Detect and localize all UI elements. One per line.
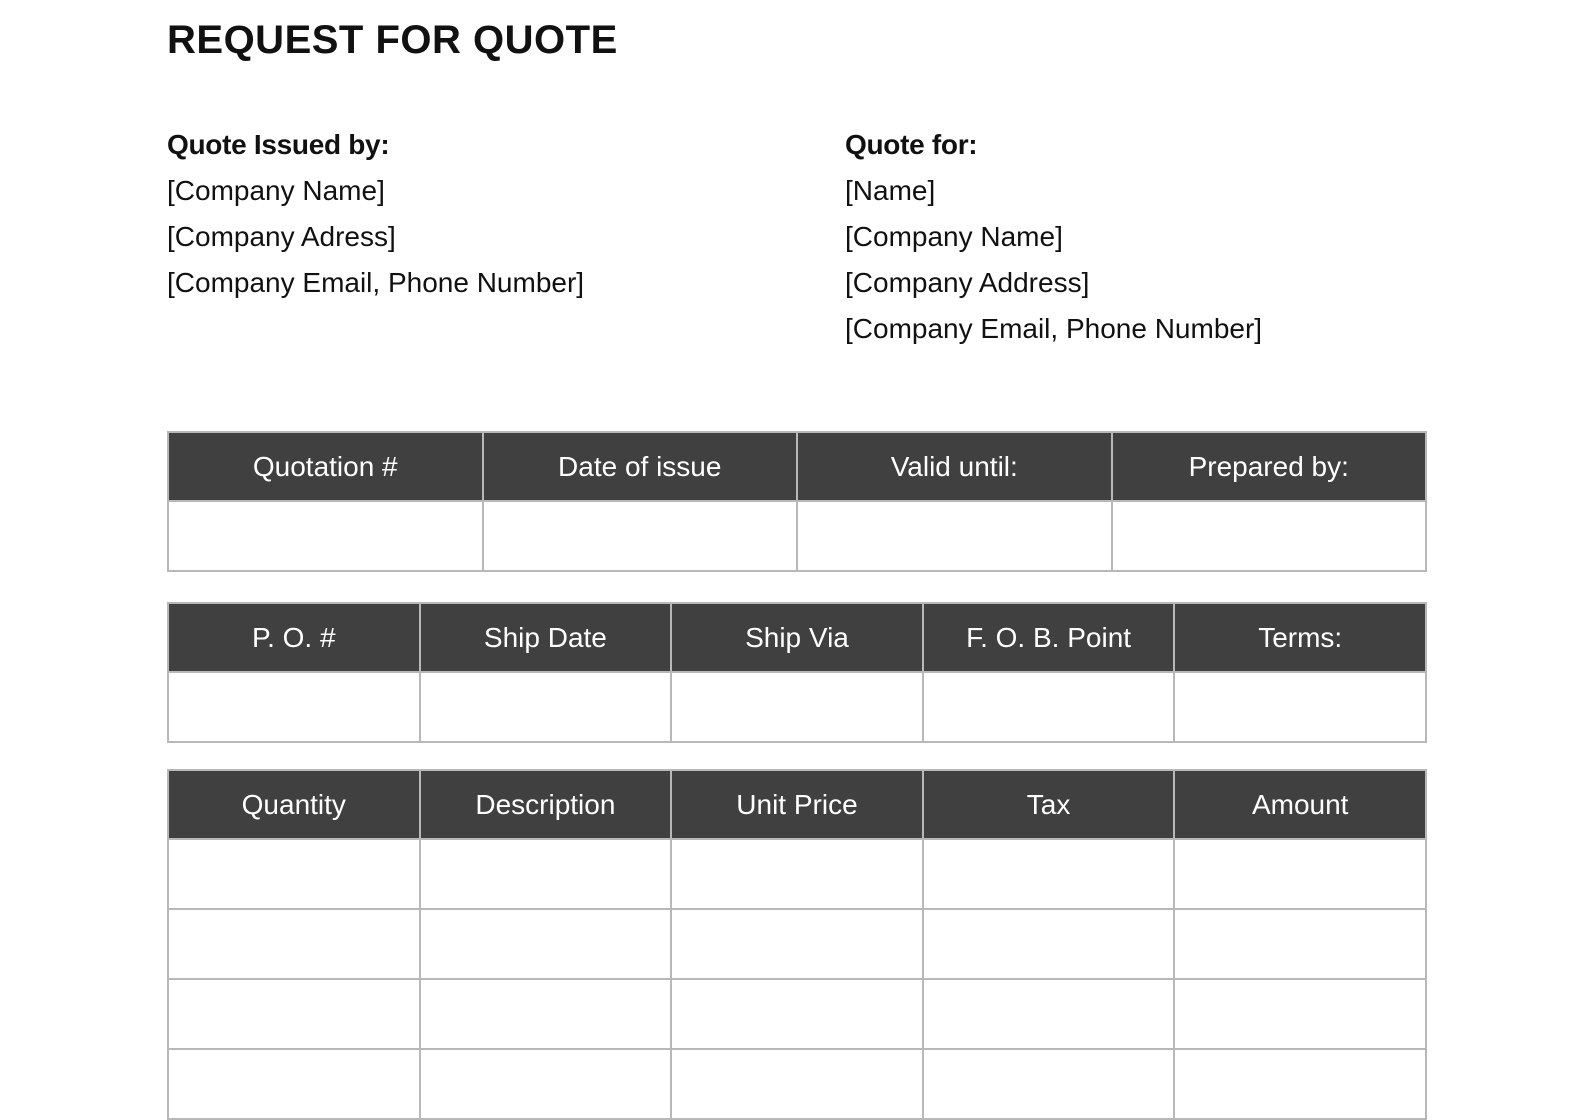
cell-date-of-issue[interactable]	[483, 501, 798, 571]
cell-valid-until[interactable]	[797, 501, 1112, 571]
shipping-table	[167, 602, 1427, 743]
cell-unit-price[interactable]	[671, 979, 923, 1049]
quote-for-heading: Quote for:	[845, 129, 978, 160]
table-header-row	[168, 432, 1426, 501]
quote-info-table	[167, 431, 1427, 572]
header-quantity: Quantity	[168, 770, 420, 839]
cell-description[interactable]	[420, 1049, 672, 1119]
cell-fob-point[interactable]	[923, 672, 1175, 742]
header-prepared-by: Prepared by:	[1112, 432, 1427, 501]
cell-quotation-number[interactable]	[168, 501, 483, 571]
issuer-company-contact: [Company Email, Phone Number]	[167, 267, 585, 298]
table-row	[168, 501, 1426, 571]
cell-unit-price[interactable]	[671, 1049, 923, 1119]
document-title: REQUEST FOR QUOTE	[167, 18, 618, 62]
table-row	[168, 839, 1426, 909]
cell-description[interactable]	[420, 979, 672, 1049]
cell-amount[interactable]	[1174, 979, 1426, 1049]
header-ship-date: Ship Date	[420, 603, 672, 672]
cell-amount[interactable]	[1174, 839, 1426, 909]
header-tax: Tax	[923, 770, 1175, 839]
header-fob-point: F. O. B. Point	[923, 603, 1175, 672]
table-row	[168, 1049, 1426, 1119]
issuer-company-address: [Company Adress]	[167, 221, 396, 252]
client-company-contact: [Company Email, Phone Number]	[845, 313, 1263, 344]
cell-ship-via[interactable]	[671, 672, 923, 742]
table-row	[168, 909, 1426, 979]
cell-unit-price[interactable]	[671, 909, 923, 979]
cell-description[interactable]	[420, 909, 672, 979]
header-po-number: P. O. #	[168, 603, 420, 672]
client-company-address: [Company Address]	[845, 267, 1090, 298]
cell-quantity[interactable]	[168, 909, 420, 979]
quote-issued-by-heading: Quote Issued by:	[167, 129, 390, 160]
cell-amount[interactable]	[1174, 909, 1426, 979]
table-row	[168, 672, 1426, 742]
issuer-company-name: [Company Name]	[167, 175, 385, 206]
header-description: Description	[420, 770, 672, 839]
header-date-of-issue: Date of issue	[483, 432, 798, 501]
cell-prepared-by[interactable]	[1112, 501, 1427, 571]
cell-ship-date[interactable]	[420, 672, 672, 742]
cell-tax[interactable]	[923, 1049, 1175, 1119]
header-amount: Amount	[1174, 770, 1426, 839]
header-unit-price: Unit Price	[671, 770, 923, 839]
header-quotation-number: Quotation #	[168, 432, 483, 501]
table-header-row	[168, 603, 1426, 672]
cell-quantity[interactable]	[168, 839, 420, 909]
cell-po-number[interactable]	[168, 672, 420, 742]
header-valid-until: Valid until:	[797, 432, 1112, 501]
client-company-name: [Company Name]	[845, 221, 1063, 252]
table-row	[168, 979, 1426, 1049]
cell-unit-price[interactable]	[671, 839, 923, 909]
table-header-row	[168, 770, 1426, 839]
cell-quantity[interactable]	[168, 979, 420, 1049]
client-name: [Name]	[845, 175, 936, 206]
cell-amount[interactable]	[1174, 1049, 1426, 1119]
cell-tax[interactable]	[923, 909, 1175, 979]
cell-tax[interactable]	[923, 979, 1175, 1049]
header-ship-via: Ship Via	[671, 603, 923, 672]
quote-issued-by-block	[167, 122, 807, 306]
cell-quantity[interactable]	[168, 1049, 420, 1119]
cell-tax[interactable]	[923, 839, 1175, 909]
cell-terms[interactable]	[1174, 672, 1426, 742]
quote-for-block	[845, 122, 1545, 352]
header-terms: Terms:	[1174, 603, 1426, 672]
line-items-table	[167, 769, 1427, 1120]
cell-description[interactable]	[420, 839, 672, 909]
